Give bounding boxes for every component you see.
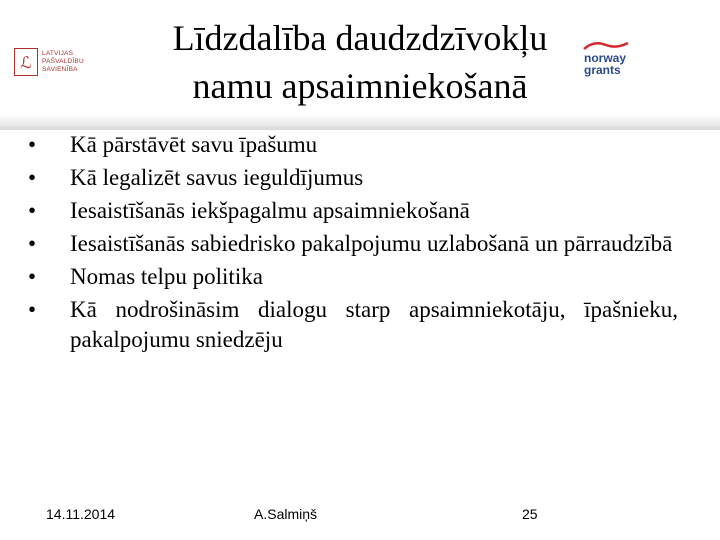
bullet-text: Iesaistīšanās iekšpagalmu apsaimniekošanā <box>70 198 470 223</box>
bullet-item <box>28 130 678 160</box>
bullet-text: Kā pārstāvēt savu īpašumu <box>70 132 318 157</box>
lps-emblem-icon: ℒ <box>14 48 38 76</box>
lps-logo <box>14 46 90 78</box>
norway-grants-logo <box>578 40 638 80</box>
bullet-text: Kā legalizēt savus ieguldījumus <box>70 165 364 190</box>
footer-page-number: 25 <box>522 506 538 522</box>
lps-logo-line: PAŠVALDĪBU <box>42 58 84 65</box>
lps-logo-line: SAVIENĪBA <box>42 66 78 73</box>
bullet-text: Nomas telpu politika <box>70 264 263 289</box>
bullet-item <box>28 262 678 292</box>
bullet-list <box>28 130 678 358</box>
slide-title-line-1: Līdzdalība daudzdzīvokļu <box>172 18 548 58</box>
slide-title <box>90 14 630 110</box>
bullet-dot: • <box>28 264 37 289</box>
bullet-item <box>28 196 678 226</box>
bullet-dot: • <box>28 198 37 223</box>
bullet-text: Iesaistīšanās sabiedrisko pakalpojumu uzlabošanā un pārraudzībā <box>70 231 673 256</box>
bullet-dot: • <box>28 231 37 256</box>
slide-title-line-2: namu apsaimniekošanā <box>192 66 528 106</box>
bullet-item <box>28 295 678 355</box>
footer-author: A.Salmiņš <box>254 506 318 522</box>
bullet-text: Kā nodrošināsim dialogu starp apsaimniekotāju, īpašnieku, pakalpojumu sniedzēju <box>70 297 678 352</box>
lps-logo-text <box>42 50 84 74</box>
bullet-dot: • <box>28 165 37 190</box>
bullet-dot: • <box>28 297 37 322</box>
norway-grants-word-1: norway <box>584 51 627 65</box>
footer-date: 14.11.2014 <box>46 506 116 522</box>
norway-grants-word-2: grants <box>584 63 621 77</box>
lps-logo-line: LATVIJAS <box>42 50 74 57</box>
bullet-item <box>28 229 678 259</box>
bullet-dot: • <box>28 132 37 157</box>
bullet-item <box>28 163 678 193</box>
